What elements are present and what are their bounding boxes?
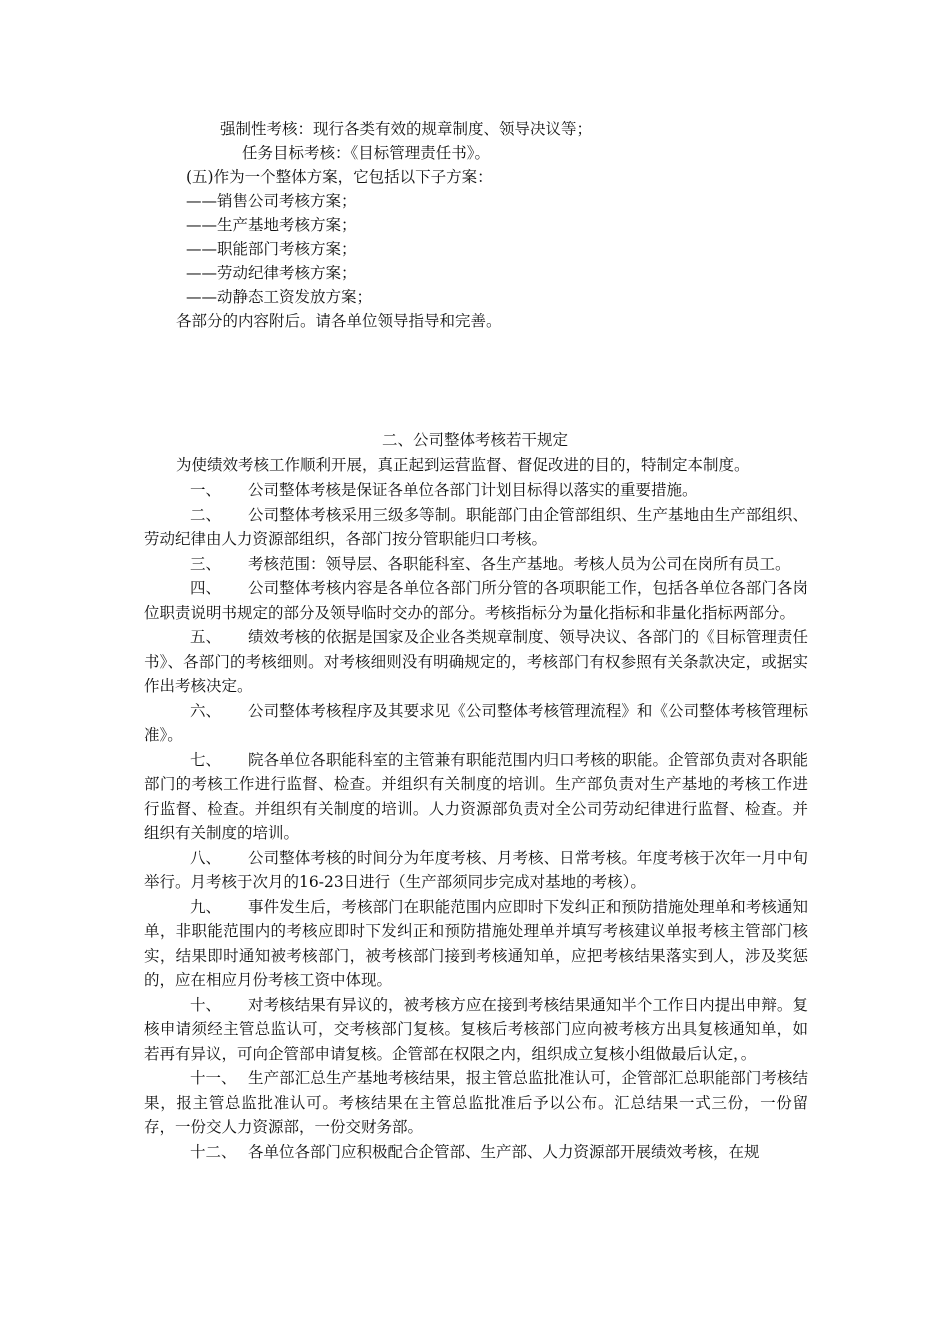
article-10 <box>144 993 808 1067</box>
article-6 <box>144 699 808 748</box>
article-12 <box>144 1140 808 1165</box>
article-8 <box>144 846 808 895</box>
article-5 <box>144 625 808 699</box>
article-text: 公司整体考核的时间分为年度考核、月考核、日常考核。年度考核于次年一月中旬举行。月考核于次月的16-23日进行（生产部须同步完成对基地的考核）。 <box>144 848 808 891</box>
article-text: 公司整体考核是保证各单位各部门计划目标得以落实的重要措施。 <box>248 481 698 499</box>
article-text: 事件发生后，考核部门在职能范围内应即时下发纠正和预防措施处理单和考核通知单，非职能范围内的考核应即时下发纠正和预防措施处理单并填写考核建议单报考核主管部门核实，结果即时通知被考核部门，被考核部门接到考核通知单，应把考核结果落实到人，涉及奖惩的，应在相应月份考核工资中体现。 <box>144 897 808 989</box>
article-number: 八、 <box>190 848 222 867</box>
article-number: 九、 <box>190 897 222 916</box>
intro-line-9: 各部分的内容附后。请各单位领导指导和完善。 <box>176 312 502 330</box>
article-text: 对考核结果有异议的，被考核方应在接到考核结果通知半个工作日内提出申辩。复核申请须经主管总监认可，交考核部门复核。复核后考核部门应向被考核方出具复核通知单，如若再有异议，可向企管部申请复核。企管部在权限之内，组织成立复核小组做最后认定，。 <box>144 995 808 1063</box>
article-number: 五、 <box>190 628 222 646</box>
article-text: 生产部汇总生产基地考核结果，报主管总监批准认可，企管部汇总职能部门考核结果，报主管总监批准认可。考核结果在主管总监批准后予以公布。汇总结果一式三份，一份留存，一份交人力资源部，一份交财务部。 <box>144 1069 808 1136</box>
article-number: 十二、 <box>190 1142 237 1161</box>
intro-line-6: ——职能部门考核方案； <box>186 240 357 258</box>
article-number: 三、 <box>190 554 222 573</box>
intro-line-2: 任务目标考核：《目标管理责任书》。 <box>242 144 491 162</box>
article-number: 七、 <box>190 750 222 769</box>
article-11 <box>144 1066 808 1140</box>
article-number: 十一、 <box>190 1069 237 1087</box>
article-number: 一、 <box>190 481 222 499</box>
article-text: 绩效考核的依据是国家及企业各类规章制度、领导决议、各部门的《目标管理责任书》、各部门的考核细则。对考核细则没有明确规定的，考核部门有权参照有关条款决定，或据实作出考核决定。 <box>144 628 808 695</box>
intro-line-3: (五)作为一个整体方案，它包括以下子方案： <box>186 168 493 186</box>
article-7 <box>144 748 808 846</box>
section-title: 二、公司整体考核若干规定 <box>381 431 568 449</box>
article-text: 各单位各部门应积极配合企管部、生产部、人力资源部开展绩效考核，在规 <box>248 1142 760 1161</box>
article-number: 六、 <box>190 701 222 720</box>
article-text: 考核范围：领导层、各职能科室、各生产基地。考核人员为公司在岗所有员工。 <box>248 554 791 573</box>
intro-line-1: 强制性考核：现行各类有效的规章制度、领导决议等； <box>220 120 593 138</box>
article-2 <box>144 503 808 552</box>
preface-text: 为使绩效考核工作顺利开展，真正起到运营监督、督促改进的目的，特制定本制度。 <box>176 456 750 474</box>
article-text: 公司整体考核内容是各单位各部门所分管的各项职能工作，包括各单位各部门各岗位职责说明书规定的部分及领导临时交办的部分。考核指标分为量化指标和非量化指标两部分。 <box>144 579 808 622</box>
intro-line-5: ——生产基地考核方案； <box>186 216 357 234</box>
article-text: 公司整体考核采用三级多等制。职能部门由企管部组织、生产基地由生产部组织、劳动纪律由人力资源部组织，各部门按分管职能归口考核。 <box>144 505 808 548</box>
intro-line-8: ——动静态工资发放方案； <box>186 288 373 306</box>
intro-line-7: ——劳动纪律考核方案； <box>186 264 357 282</box>
article-text: 公司整体考核程序及其要求见《公司整体考核管理流程》和《公司整体考核管理标准》。 <box>144 701 808 744</box>
article-number: 四、 <box>190 579 222 597</box>
articles-list <box>144 478 808 1164</box>
article-1 <box>144 478 808 503</box>
article-number: 十、 <box>190 995 222 1014</box>
article-3 <box>144 552 808 577</box>
article-9 <box>144 895 808 993</box>
intro-line-4: ——销售公司考核方案； <box>186 192 357 210</box>
article-4 <box>144 576 808 625</box>
article-text: 院各单位各职能科室的主管兼有职能范围内归口考核的职能。企管部负责对各职能部门的考核工作进行监督、检查。并组织有关制度的培训。生产部负责对生产基地的考核工作进行监督、检查。并组织有关制度的培训。人力资源部负责对全公司劳动纪律进行监督、检查。并组织有关制度的培训。 <box>144 750 808 842</box>
article-number: 二、 <box>190 505 222 524</box>
